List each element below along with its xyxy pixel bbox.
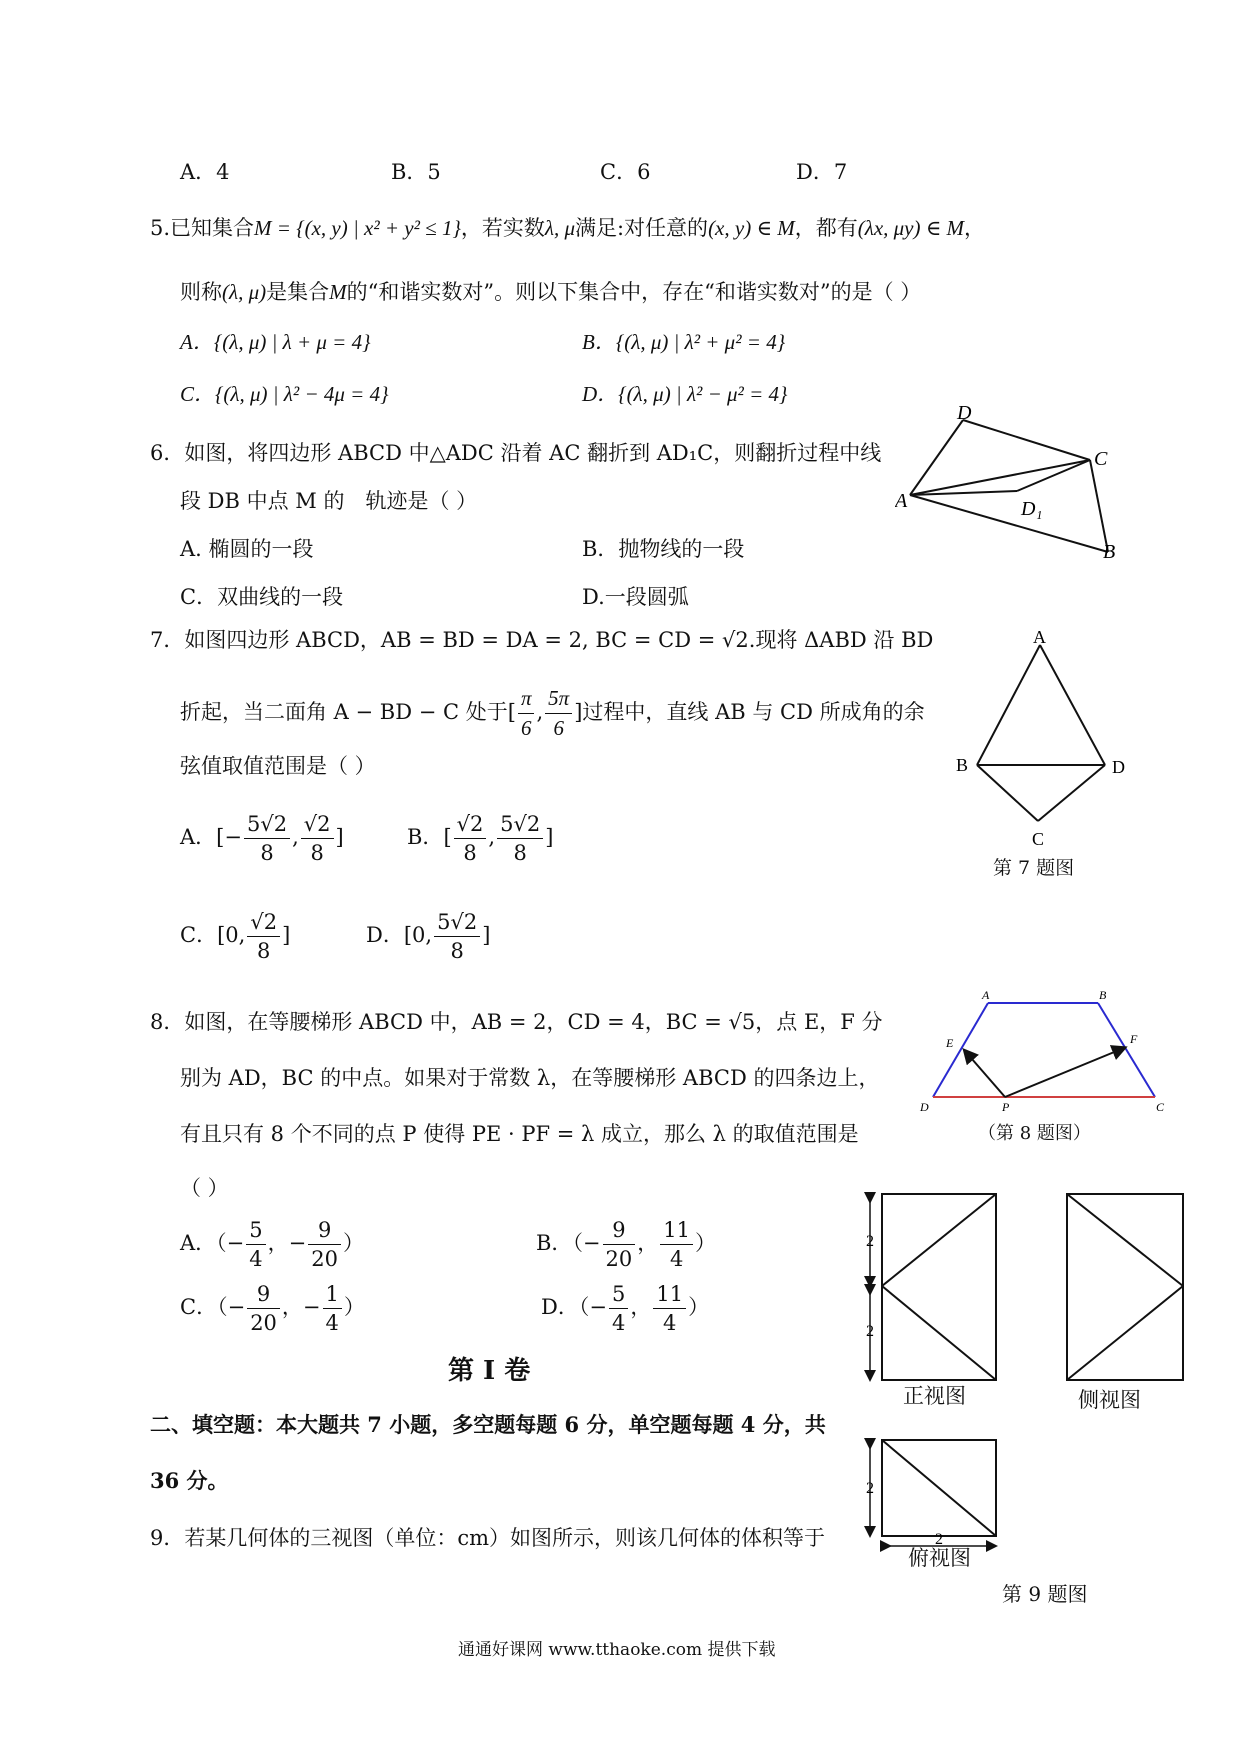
q8-label-b: B [1099, 988, 1107, 1002]
q7-option-b: B．[ $\frac{√2}{8}$ , $\frac{5√2}{8}$ ] [407, 812, 554, 865]
q7-option-a: A．[− $\frac{5√2}{8}$ , $\frac{√2}{8}$ ] [180, 812, 344, 865]
q9-top-view-label: 俯视图 [908, 1546, 971, 1570]
q9-line1: 9．若某几何体的三视图（单位：cm）如图所示，则该几何体的体积等于 [150, 1526, 826, 1550]
q6-option-c: C．双曲线的一段 [180, 585, 344, 609]
q6-option-a: A. 椭圆的一段 [180, 537, 314, 561]
footer: 通通好课网 www.tthaoke.com 提供下载 [458, 1640, 776, 1660]
q9-caption: 第 9 题图 [1002, 1582, 1088, 1606]
q7-line2: 折起，当二面角 A − BD − C 处于[ $\frac{\pi}{6}$ , $\frac{5\pi}{6}$ ]过程中，直线 AB 与 CD 所成角的余 [180, 686, 925, 740]
q8-line2: 别为 AD，BC 的中点。如果对于常数 λ，在等腰梯形 ABCD 的四条边上， [180, 1066, 880, 1090]
q9-dim-front-upper: 2 [866, 1233, 874, 1250]
q9-top-view-shape [882, 1440, 996, 1536]
q8-line1: 8．如图，在等腰梯形 ABCD 中，AB = 2，CD = 4，BC = √5，点 E，F 分 [150, 1010, 883, 1034]
q9-front-view-label: 正视图 [903, 1384, 966, 1408]
q6-line2: 段 DB 中点 M 的 轨迹是（ ） [180, 489, 478, 513]
q7-line3: 弦值取值范围是（ ） [180, 754, 376, 778]
q8-label-f: F [1130, 1032, 1138, 1046]
q9-front-view-shape [882, 1194, 996, 1380]
q8-figure [918, 985, 1178, 1115]
q8-line4: （ ） [180, 1176, 229, 1200]
section-line2: 36 分。 [150, 1468, 229, 1493]
q5-option-c: C．{(λ, μ) | λ² − 4μ = 4} [180, 382, 389, 406]
section-heading: 第 I 卷 [448, 1356, 531, 1386]
q8-label-c: C [1156, 1100, 1165, 1114]
q5-option-a: A．{(λ, μ) | λ + μ = 4} [180, 330, 371, 354]
q8-label-e: E [946, 1036, 954, 1050]
q8-line3: 有且只有 8 个不同的点 P 使得 PE · PF = λ 成立，那么 λ 的取值范围是 [180, 1122, 859, 1146]
q6-label-d1: D₁ [1021, 498, 1043, 520]
q9-dim-front-lower: 2 [866, 1323, 874, 1340]
q4-option-c: C．6 [600, 160, 651, 184]
q8-label-d: D [920, 1100, 929, 1114]
q8-option-d: D．（− $\frac{5}{4}$ ， $\frac{11}{4}$ ） [541, 1282, 710, 1335]
q9-dim-top-width: 2 [935, 1531, 943, 1548]
q6-label-b: B [1103, 541, 1116, 563]
q6-label-d: D [957, 405, 972, 424]
q5-line2: 则称(λ, μ)是集合M的“和谐实数对”。则以下集合中，存在“和谐实数对”的是（ ） [180, 280, 922, 304]
q5-line1: 5.已知集合M = {(x, y) | x² + y² ≤ 1}，若实数λ, μ满足:对任意的(x, y) ∈ M，都有(λx, μy) ∈ M， [150, 216, 986, 240]
q9-side-view-label: 侧视图 [1078, 1388, 1141, 1412]
q6-option-b: B．抛物线的一段 [582, 537, 745, 561]
q7-label-c: C [1032, 829, 1045, 849]
q7-label-d: D [1112, 757, 1125, 777]
q8-label-a: A [982, 988, 990, 1002]
q8-option-c: C．（− $\frac{9}{20}$ ，− $\frac{1}{4}$ ） [180, 1282, 365, 1335]
q5-option-d: D．{(λ, μ) | λ² − μ² = 4} [582, 382, 788, 406]
q7-option-c: C．[0, $\frac{√2}{8}$ ] [180, 910, 291, 963]
q4-option-a: A．4 [180, 160, 230, 184]
section-line1: 二、填空题：本大题共 7 小题，多空题每题 6 分，单空题每题 4 分，共 [150, 1412, 826, 1437]
q7-caption: 第 7 题图 [993, 857, 1075, 879]
q6-line1: 6．如图，将四边形 ABCD 中△ADC 沿着 AC 翻折到 AD₁C，则翻折过程中线 [150, 441, 882, 465]
q5-option-b: B．{(λ, μ) | λ² + μ² = 4} [582, 330, 786, 354]
q7-line1: 7．如图四边形 ABCD，AB = BD = DA = 2, BC = CD = √2.现将 ΔABD 沿 BD [150, 628, 934, 652]
q7-option-d: D．[0, $\frac{5√2}{8}$ ] [366, 910, 491, 963]
q7-figure [950, 625, 1130, 850]
q7-label-b: B [956, 755, 969, 775]
q6-option-d: D.一段圆弧 [582, 585, 689, 609]
q8-caption: （第 8 题图） [978, 1123, 1091, 1144]
q9-dim-top-height: 2 [866, 1480, 874, 1497]
q6-label-c: C [1094, 448, 1108, 470]
q4-option-b: B．5 [391, 160, 441, 184]
q8-option-a: A．（− $\frac{5}{4}$ ，− $\frac{9}{20}$ ） [180, 1218, 364, 1271]
q9-side-view-shape [1067, 1194, 1183, 1380]
q8-label-p: P [1002, 1100, 1010, 1114]
q8-option-b: B．（− $\frac{9}{20}$ ， $\frac{11}{4}$ ） [536, 1218, 717, 1271]
q7-label-a: A [1033, 627, 1046, 647]
q4-option-d: D．7 [796, 160, 848, 184]
q6-figure [895, 405, 1135, 570]
q6-label-a: A [895, 490, 908, 512]
